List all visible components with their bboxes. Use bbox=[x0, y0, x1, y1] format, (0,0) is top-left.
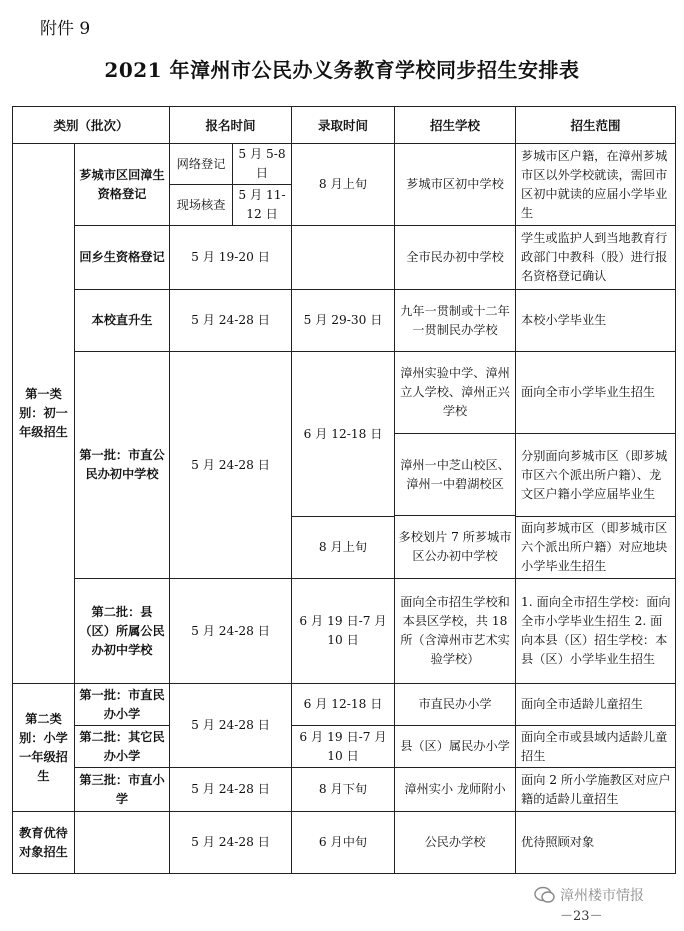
cell: 6 月 12-18 日 bbox=[292, 684, 395, 726]
cell: 现场核查 bbox=[170, 185, 233, 226]
cell: 6 月中旬 bbox=[292, 812, 395, 874]
category-3: 教育优待对象招生 bbox=[13, 812, 75, 874]
table-row bbox=[13, 812, 676, 874]
header-admission: 录取时间 bbox=[292, 107, 395, 144]
cell: 多校划片 7 所芗城市区公办初中学校 bbox=[395, 516, 516, 579]
page-title: 2021 年漳州市公民办义务教育学校同步招生安排表 bbox=[104, 58, 580, 82]
category-2: 第二类别：小学一年级招生 bbox=[13, 684, 75, 812]
category-1: 第一类别：初一年级招生 bbox=[13, 144, 75, 684]
cell: 优待照顾对象 bbox=[516, 812, 676, 874]
cell: 全市民办初中学校 bbox=[395, 226, 516, 290]
header-school: 招生学校 bbox=[395, 107, 516, 144]
cell: 6 月 19 日-7 月 10 日 bbox=[292, 726, 395, 768]
table-row bbox=[13, 768, 676, 812]
cell: 分别面向芗城市区（即芗城市区六个派出所户籍）、龙文区户籍小学应届毕业生 bbox=[516, 434, 676, 517]
cell: 8 月上旬 bbox=[292, 517, 395, 579]
cell: 6 月 12-18 日 bbox=[292, 352, 395, 517]
table-row bbox=[13, 579, 676, 683]
table-row bbox=[13, 226, 676, 290]
cell: 5 月 19-20 日 bbox=[170, 226, 292, 290]
page-number: －23－ bbox=[560, 909, 603, 924]
cell: 漳州实小 龙师附小 bbox=[395, 768, 516, 812]
table-row bbox=[13, 726, 676, 768]
cell: 本校小学毕业生 bbox=[516, 290, 676, 352]
cell: 5 月 11-12 日 bbox=[233, 185, 292, 226]
enrollment-table bbox=[12, 106, 676, 874]
cell: 面向 2 所小学施教区对应户籍的适龄儿童招生 bbox=[516, 768, 676, 812]
cell bbox=[75, 812, 170, 874]
cell: 5 月 24-28 日 bbox=[170, 579, 292, 684]
table-row bbox=[13, 684, 676, 726]
cell: 市直民办小学 bbox=[395, 684, 516, 726]
cell bbox=[292, 226, 395, 290]
row-name: 第二批：县（区）所属公民办初中学校 bbox=[75, 579, 170, 684]
watermark-text: 漳州楼市情报 bbox=[560, 888, 644, 904]
row-name: 第三批：市直小学 bbox=[75, 768, 170, 812]
header-category: 类别（批次） bbox=[13, 107, 170, 144]
watermark bbox=[534, 885, 644, 905]
cell: 5 月 24-28 日 bbox=[170, 290, 292, 352]
cell: 5 月 24-28 日 bbox=[170, 352, 292, 579]
cell: 网络登记 bbox=[170, 144, 233, 185]
cell: 5 月 24-28 日 bbox=[170, 812, 292, 874]
cell: 8 月下旬 bbox=[292, 768, 395, 812]
table-row bbox=[13, 352, 676, 434]
cell: 5 月 5-8 日 bbox=[233, 144, 292, 185]
cell: 面向芗城市区（即芗城市区六个派出所户籍）对应地块小学毕业生招生 bbox=[516, 517, 676, 579]
row-name: 本校直升生 bbox=[75, 290, 170, 352]
attachment-label: 附件 9 bbox=[40, 19, 91, 39]
row-name: 第二批：其它民办小学 bbox=[75, 726, 170, 768]
row-name: 第一批：市直民办小学 bbox=[75, 684, 170, 726]
cell: 九年一贯制或十二年一贯制民办学校 bbox=[395, 290, 516, 352]
row-name: 芗城市区回漳生资格登记 bbox=[75, 144, 170, 226]
wechat-icon bbox=[534, 886, 556, 904]
header-registration: 报名时间 bbox=[170, 107, 292, 144]
cell: 面向全市适龄儿童招生 bbox=[516, 684, 676, 726]
row-name: 第一批：市直公民办初中学校 bbox=[75, 352, 170, 579]
cell: 面向全市招生学校和本县区学校，共 18 所（含漳州市艺术实验学校） bbox=[395, 579, 516, 684]
table-row bbox=[13, 290, 676, 352]
cell: 1. 面向全市招生学校：面向全市小学毕业生招生 2. 面向本县（区）招生学校：本县（区）小学毕业生招生 bbox=[516, 579, 676, 684]
cell: 漳州实验中学、漳州立人学校、漳州正兴学校 bbox=[395, 352, 516, 434]
table-header-row bbox=[13, 107, 676, 144]
cell: 5 月 29-30 日 bbox=[292, 290, 395, 352]
row-name: 回乡生资格登记 bbox=[75, 226, 170, 290]
cell: 芗城市区户籍，在漳州芗城市区以外学校就读，需回市区初中就读的应届小学毕业生 bbox=[516, 144, 676, 226]
cell: 6 月 19 日-7 月 10 日 bbox=[292, 579, 395, 684]
cell: 5 月 24-28 日 bbox=[170, 684, 292, 768]
cell: 公民办学校 bbox=[395, 812, 516, 874]
header-scope: 招生范围 bbox=[516, 107, 676, 144]
cell: 面向全市小学毕业生招生 bbox=[516, 352, 676, 434]
cell: 芗城市区初中学校 bbox=[395, 144, 516, 226]
table-row bbox=[13, 144, 676, 185]
cell: 县（区）属民办小学 bbox=[395, 726, 516, 768]
cell: 8 月上旬 bbox=[292, 144, 395, 226]
cell: 5 月 24-28 日 bbox=[170, 768, 292, 812]
cell: 漳州一中芝山校区、漳州一中碧湖校区 bbox=[395, 434, 516, 516]
cell: 学生或监护人到当地教育行政部门中教科（股）进行报名资格登记确认 bbox=[516, 226, 676, 290]
cell: 面向全市或县域内适龄儿童招生 bbox=[516, 726, 676, 768]
